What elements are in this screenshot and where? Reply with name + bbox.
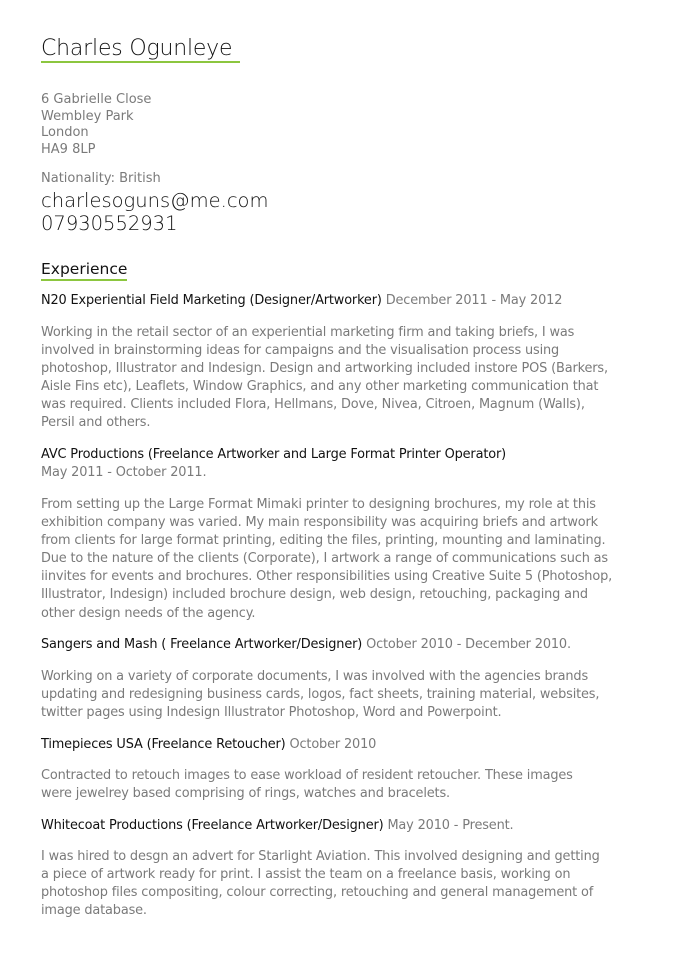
address-line: 6 Gabrielle Close (41, 92, 152, 107)
job-title-line (41, 636, 571, 654)
job-role: Sangers and Mash ( Freelance Artworker/Designer) (41, 637, 363, 652)
email-address: charlesoguns@me.com (41, 189, 269, 212)
description-line: Contracted to retouch images to ease workload of resident retoucher. These images (41, 768, 573, 783)
address-line: HA9 8LP (41, 141, 96, 157)
job-dates: May 2010 - Present. (383, 818, 514, 833)
job-dates-line (41, 464, 206, 482)
job-title-line (41, 292, 562, 310)
job-description (41, 767, 646, 803)
description-line: photoshop, Illustrator and Indesign. Design and artworking included instore POS (Barkers, (41, 361, 608, 377)
job-description (41, 324, 646, 433)
description-line: exhibition company was varied. My main responsibility was acquiring briefs and artwork (41, 515, 598, 531)
phone-number: 07930552931 (41, 212, 178, 235)
job-dates: October 2010 - December 2010. (362, 637, 571, 652)
description-line: were jewelrey based comprising of rings, watches and bracelets. (41, 786, 450, 802)
job-role: Whitecoat Productions (Freelance Artworker/Designer) (41, 818, 384, 833)
name-underline-rule (41, 61, 240, 63)
description-line: From setting up the Large Format Mimaki printer to designing brochures, my role at this (41, 497, 596, 512)
job-dates: May 2011 - October 2011. (41, 465, 207, 480)
job-title-line (41, 446, 506, 464)
description-line: Illustrator, Indesign) included brochure design, web design, retouching, packaging and (41, 587, 588, 603)
description-line: I was hired to desgn an advert for Starlight Aviation. This involved designing and getting (41, 849, 600, 864)
description-line: photoshop files compositing, colour correcting, retouching and general management of (41, 885, 594, 901)
description-line: Working on a variety of corporate documents, I was involved with the agencies brands (41, 669, 589, 684)
job-dates: October 2010 (285, 737, 377, 752)
postal-address (41, 92, 151, 158)
job-role: Timepieces USA (Freelance Retoucher) (41, 737, 286, 752)
job-description (41, 848, 646, 920)
applicant-name: Charles Ogunleye (41, 36, 233, 61)
description-line: image database. (41, 903, 147, 919)
description-line: updating and redesigning business cards, logos, fact sheets, training material, websites, (41, 687, 600, 703)
contact-details (41, 189, 268, 235)
address-line: Wembley Park (41, 108, 134, 124)
job-description (41, 668, 646, 722)
nationality: Nationality: British (41, 171, 161, 186)
description-line: Aisle Fins etc), Leaflets, Window Graphics, and any other marketing communication that (41, 379, 599, 395)
description-line: twitter pages using Indesign Illustrator Photoshop, Word and Powerpoint. (41, 705, 502, 721)
address-line: London (41, 125, 89, 140)
job-dates: December 2011 - May 2012 (381, 293, 563, 308)
description-line: Persil and others. (41, 415, 151, 431)
job-role: AVC Productions (Freelance Artworker and Large Format Printer Operator) (41, 447, 506, 462)
description-line: from clients for large format printing, editing the files, printing, mounting and laminating. (41, 533, 606, 549)
description-line: Working in the retail sector of an experiential marketing firm and taking briefs, I was (41, 325, 575, 340)
description-line: Due to the nature of the clients (Corporate), I artwork a range of communications such as (41, 551, 608, 567)
description-line: other design needs of the agency. (41, 605, 256, 621)
description-line: was required. Clients included Flora, Hellmans, Dove, Nivea, Citroen, Magnum (Walls), (41, 397, 585, 413)
description-line: involved in brainstorming ideas for campaigns and the visualisation process using (41, 343, 560, 359)
job-description (41, 496, 646, 623)
description-line: a piece of artwork ready for print. I assist the team on a freelance basis, working on (41, 867, 571, 883)
job-title-line (41, 817, 513, 835)
experience-heading: Experience (41, 260, 128, 278)
job-title-line (41, 736, 376, 754)
job-role: N20 Experiential Field Marketing (Designer/Artworker) (41, 293, 382, 308)
experience-underline-rule (41, 279, 127, 281)
description-line: iinvites for events and brochures. Other responsibilities using Creative Suite 5 (Photoshop, (41, 569, 613, 585)
